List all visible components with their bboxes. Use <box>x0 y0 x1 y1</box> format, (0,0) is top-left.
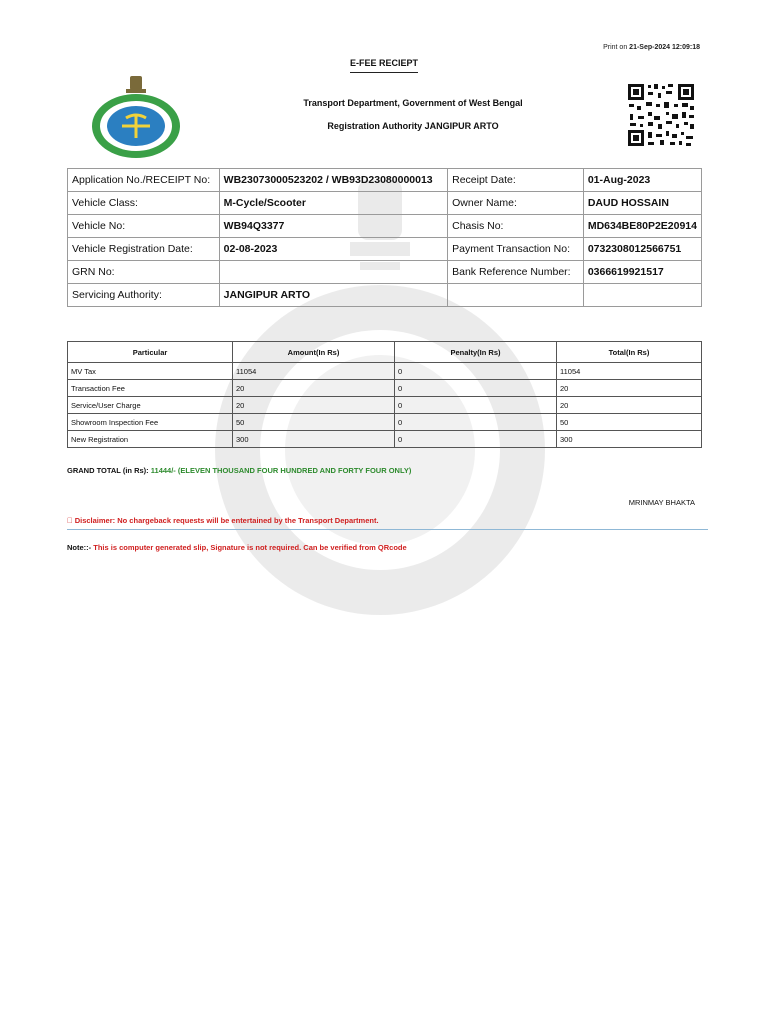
grn-no-value <box>219 261 447 284</box>
department-name: Transport Department, Government of West Bengal <box>303 98 523 108</box>
vehicle-class-value: M-Cycle/Scooter <box>219 192 447 215</box>
fee-particular: Service/User Charge <box>68 397 233 414</box>
print-datetime: 21-Sep-2024 12:09:18 <box>629 44 700 51</box>
fee-particular: Transaction Fee <box>68 380 233 397</box>
vehicle-class-label: Vehicle Class: <box>68 192 220 215</box>
application-no-label: Application No./RECEIPT No: <box>68 169 220 192</box>
fee-total: 11054 <box>557 363 702 380</box>
fee-total: 300 <box>557 431 702 448</box>
chasis-no-label: Chasis No: <box>448 215 584 238</box>
grn-no-label: GRN No: <box>68 261 220 284</box>
west-bengal-emblem-icon <box>90 74 182 160</box>
print-timestamp <box>603 44 700 51</box>
chasis-no-value: MD634BE80P2E20914 <box>583 215 701 238</box>
note-text: This is computer generated slip, Signature is not required. Can be verified from QRcode <box>93 543 407 552</box>
table-row <box>68 363 702 380</box>
application-no-value: WB23073000523202 / WB93D23080000013 <box>219 169 447 192</box>
fee-amount: 20 <box>233 397 395 414</box>
bank-reference-value: 0366619921517 <box>583 261 701 284</box>
owner-name-label: Owner Name: <box>448 192 584 215</box>
qr-code-icon <box>626 82 696 148</box>
empty-label <box>448 284 584 307</box>
receipt-title <box>0 58 768 68</box>
fee-particular: New Registration <box>68 431 233 448</box>
grand-total <box>67 466 411 475</box>
table-header-row <box>68 342 702 363</box>
fee-particular: MV Tax <box>68 363 233 380</box>
table-row <box>68 284 702 307</box>
receipt-date-label: Receipt Date: <box>448 169 584 192</box>
fee-amount: 50 <box>233 414 395 431</box>
govt-seal-watermark <box>210 270 550 630</box>
signer-name: MRINMAY BHAKTA <box>628 498 695 507</box>
table-row <box>68 238 702 261</box>
payment-transaction-value: 0732308012566751 <box>583 238 701 261</box>
fee-amount: 300 <box>233 431 395 448</box>
fee-penalty: 0 <box>395 380 557 397</box>
vehicle-no-value: WB94Q3377 <box>219 215 447 238</box>
fee-amount: 20 <box>233 380 395 397</box>
grand-total-label: GRAND TOTAL (in Rs): <box>67 466 149 475</box>
table-row <box>68 414 702 431</box>
servicing-authority-label: Servicing Authority: <box>68 284 220 307</box>
fee-breakdown-table <box>67 341 702 448</box>
note-label: Note::- <box>67 543 92 552</box>
column-header-particular: Particular <box>68 342 233 363</box>
fee-penalty: 0 <box>395 363 557 380</box>
registration-date-value: 02-08-2023 <box>219 238 447 261</box>
owner-name-value: DAUD HOSSAIN <box>583 192 701 215</box>
divider <box>67 529 708 530</box>
fee-amount: 11054 <box>233 363 395 380</box>
registration-authority: Registration Authority JANGIPUR ARTO <box>327 121 499 131</box>
fee-particular: Showroom Inspection Fee <box>68 414 233 431</box>
table-row <box>68 397 702 414</box>
table-row <box>68 261 702 284</box>
grand-total-value: 11444/- (ELEVEN THOUSAND FOUR HUNDRED AND FORTY FOUR ONLY) <box>150 466 412 475</box>
payment-transaction-label: Payment Transaction No: <box>448 238 584 261</box>
receipt-date-value: 01-Aug-2023 <box>583 169 701 192</box>
fee-penalty: 0 <box>395 431 557 448</box>
registration-date-label: Vehicle Registration Date: <box>68 238 220 261</box>
column-header-amount: Amount(In Rs) <box>233 342 395 363</box>
servicing-authority-value: JANGIPUR ARTO <box>219 284 447 307</box>
print-label: Print on <box>603 44 628 51</box>
table-row <box>68 431 702 448</box>
column-header-penalty: Penalty(In Rs) <box>395 342 557 363</box>
fee-penalty: 0 <box>395 414 557 431</box>
table-row <box>68 215 702 238</box>
note <box>67 543 407 552</box>
fee-total: 50 <box>557 414 702 431</box>
table-row <box>68 169 702 192</box>
vehicle-no-label: Vehicle No: <box>68 215 220 238</box>
receipt-title-text: E-FEE RECIEPT <box>350 58 418 73</box>
fee-total: 20 <box>557 397 702 414</box>
column-header-total: Total(In Rs) <box>557 342 702 363</box>
receipt-details-table <box>67 168 702 307</box>
bank-reference-label: Bank Reference Number: <box>448 261 584 284</box>
fee-total: 20 <box>557 380 702 397</box>
table-row <box>68 380 702 397</box>
table-row <box>68 192 702 215</box>
disclaimer-text:   Disclaimer: No chargeback requests will be entertained by the Transport Department. <box>67 516 379 525</box>
fee-penalty: 0 <box>395 397 557 414</box>
empty-value <box>583 284 701 307</box>
